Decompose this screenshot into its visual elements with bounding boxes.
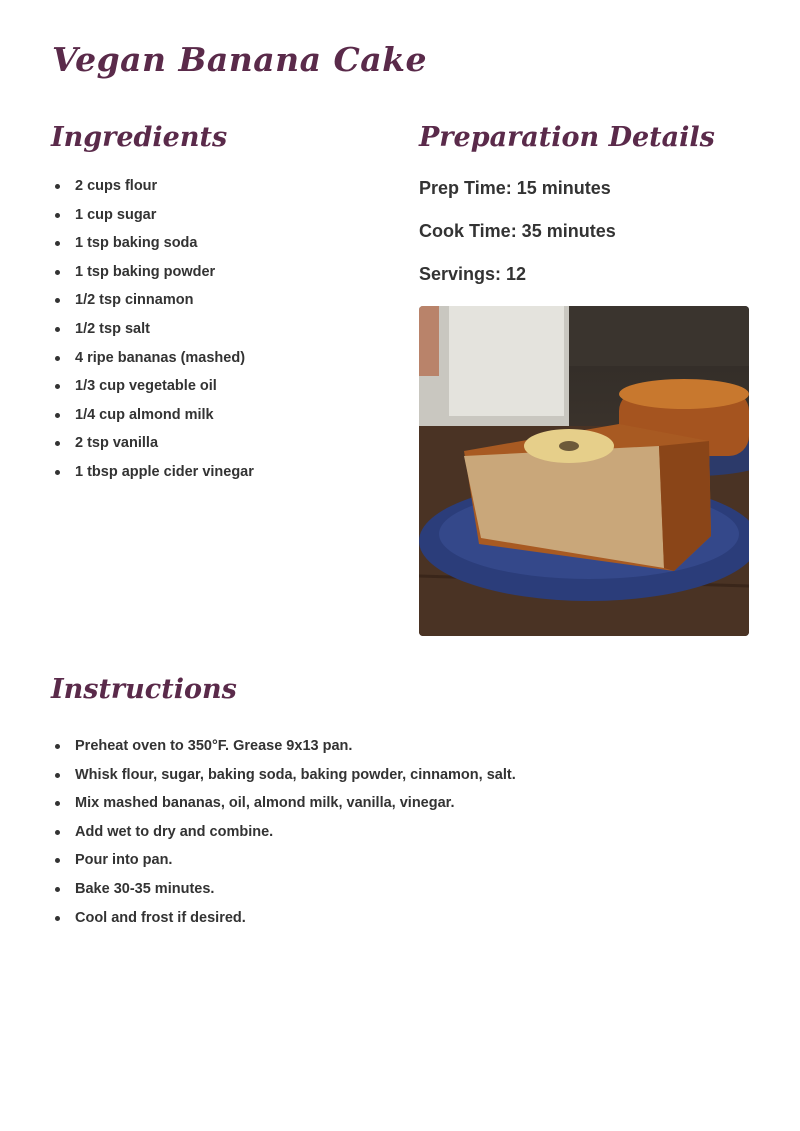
ingredients-list: [52, 176, 254, 491]
prep-time: Prep Time: 15 minutes: [419, 178, 611, 198]
ingredient-item: 1/4 cup almond milk: [52, 405, 254, 434]
ingredient-item: 1 tbsp apple cider vinegar: [52, 462, 254, 491]
instruction-step: Cool and frost if desired.: [52, 908, 516, 937]
instruction-step: Add wet to dry and combine.: [52, 822, 516, 851]
banana-center: [559, 441, 579, 451]
ingredients-heading: Ingredients: [51, 122, 228, 153]
instruction-step: Pour into pan.: [52, 850, 516, 879]
ingredient-item: 1/2 tsp salt: [52, 319, 254, 348]
preparation-heading: Preparation Details: [419, 122, 715, 153]
instruction-step: Bake 30-35 minutes.: [52, 879, 516, 908]
ingredient-item: 2 cups flour: [52, 176, 254, 205]
instructions-list: [52, 736, 516, 936]
cook-time: Cook Time: 35 minutes: [419, 221, 616, 241]
instructions-heading: Instructions: [51, 674, 237, 705]
page-title: Vegan Banana Cake: [52, 40, 428, 79]
instruction-step: Whisk flour, sugar, baking soda, baking powder, cinnamon, salt.: [52, 765, 516, 794]
ingredient-item: 1/2 tsp cinnamon: [52, 290, 254, 319]
back-cake-top: [619, 379, 749, 409]
ingredient-item: 1 tsp baking powder: [52, 262, 254, 291]
window-glass: [449, 306, 564, 416]
brick-shape: [419, 306, 439, 376]
ingredient-item: 4 ripe bananas (mashed): [52, 348, 254, 377]
instruction-step: Preheat oven to 350°F. Grease 9x13 pan.: [52, 736, 516, 765]
cake-photo: [419, 306, 749, 636]
wall-shadow: [569, 306, 749, 366]
instruction-step: Mix mashed bananas, oil, almond milk, vanilla, vinegar.: [52, 793, 516, 822]
cake-illustration: [419, 306, 749, 636]
servings: Servings: 12: [419, 264, 527, 284]
ingredient-item: 1 cup sugar: [52, 205, 254, 234]
ingredient-item: 1 tsp baking soda: [52, 233, 254, 262]
ingredient-item: 1/3 cup vegetable oil: [52, 376, 254, 405]
ingredient-item: 2 tsp vanilla: [52, 433, 254, 462]
